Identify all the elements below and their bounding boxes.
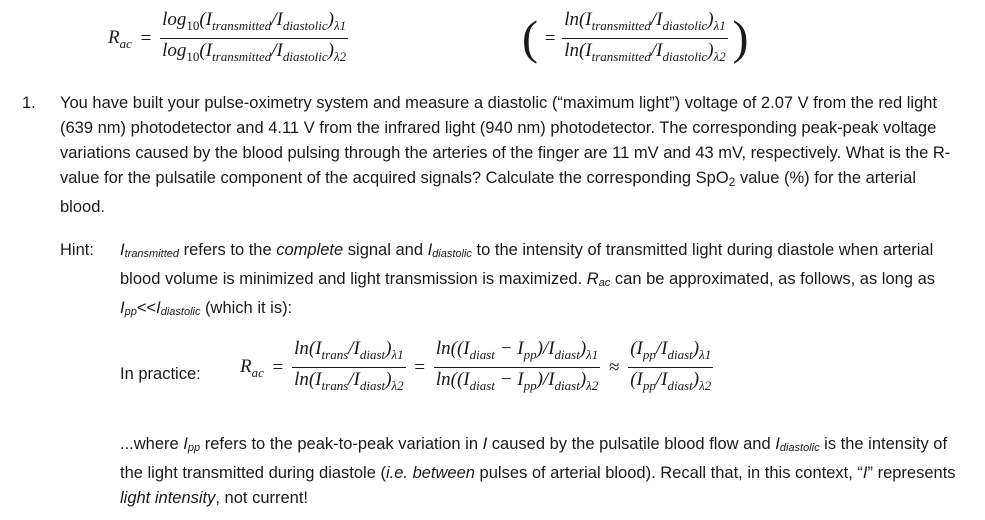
hint-text: Itransmitted refers to the complete signal and Idiastolic to the intensity of transmitted light during diastole when arterial blood volume is minimized and light transmission is maximized. Rac can be approximated, as follows, as long as Ipp<<Idiastolic (which it is):	[120, 241, 935, 318]
question-text: You have built your pulse-oximetry system and measure a diastolic (“maximum light”) voltage of 2.07 V from the red light (639 nm) photodetector and 4.11 V from the infrared light (940 nm) photodetector. The corresponding peak-peak voltage variations caused by the blood pulsing through the arteries of the finger are 11 mV and 43 mV, respectively. What is the R-value for the pulsatile component of the acquired signals? Calculate the corresponding SpO$_2$ value (%) for the arterial blood.	[60, 94, 951, 216]
pp-over-diast-fraction: $\frac{(I_{pp}/I_{diast})_{\lambda 1}}{(I_{pp}/I_{diast})_{\lambda 2}}$	[630, 338, 712, 393]
log-denominator: $\log_{10}(I_{transmitted}/I_{diastolic})_{\lambda 2}$	[162, 40, 347, 64]
rac-symbol: $R_{ac}$	[240, 355, 264, 380]
ln-ratio-fraction	[562, 8, 728, 69]
log-numerator: $\log_{10}(I_{transmitted}/I_{diastolic})_{\lambda 1}$	[162, 9, 347, 33]
log-ratio-fraction	[160, 8, 348, 69]
ln-alternative-formula: ( = $\frac{\ln(I_{transmitted}/I_{diastolic})_{\lambda 1}}{\ln(I_{transmitted}/I_{diastolic})_{\lambda 2}}$ )	[522, 8, 748, 69]
practice-approximation-formula: $R_{ac}$ = $\frac{\ln(I_{trans}/I_{diast})_{\lambda 1}}{\ln(I_{trans}/I_{diast})_{\lambda 2}}$ = $\frac{\ln((I_{diast} - I_{pp})/I_{diast})_{\lambda 1}}{\ln((I_{diast} - I_{pp})/I_{diast})_{\lambda 2}}$ ≈ $\frac{(I_{pp}/I_{diast})_{\lambda 1}}{(I_{pp}/I_{diast})_{\lambda 2}}$	[240, 337, 713, 398]
ln-denominator: $\ln(I_{transmitted}/I_{diastolic})_{\lambda 2}$	[564, 40, 726, 64]
rac-log-formula: $R_{ac}$ = $\frac{\log_{10}(I_{transmitted}/I_{diastolic})_{\lambda 1}}{\log_{10}(I_{transmitted}/I_{diastolic})_{\lambda 2}}$	[108, 8, 348, 69]
hint-label: Hint:	[60, 241, 94, 259]
ln-numerator: $\ln(I_{transmitted}/I_{diastolic})_{\lambda 1}$	[564, 9, 726, 33]
question-number: 1.	[22, 94, 36, 112]
rac-symbol: $R_{ac}$	[108, 26, 132, 51]
ln-diast-minus-pp-fraction: $\frac{\ln((I_{diast} - I_{pp})/I_{diast})_{\lambda 1}}{\ln((I_{diast} - I_{pp})/I_{diast})_{\lambda 2}}$	[435, 338, 599, 393]
note-text: ...where Ipp refers to the peak-to-peak variation in I caused by the pulsatile blood flow and Idiastolic is the intensity of the light transmitted during diastole (i.e. between pulses of arterial blood). Recall that, in this context, “I” represents light intensity, not current!	[120, 435, 956, 507]
practice-label: In practice:	[120, 365, 201, 383]
ln-trans-fraction: $\frac{\ln(I_{trans}/I_{diast})_{\lambda 1}}{\ln(I_{trans}/I_{diast})_{\lambda 2}}$	[294, 338, 404, 393]
